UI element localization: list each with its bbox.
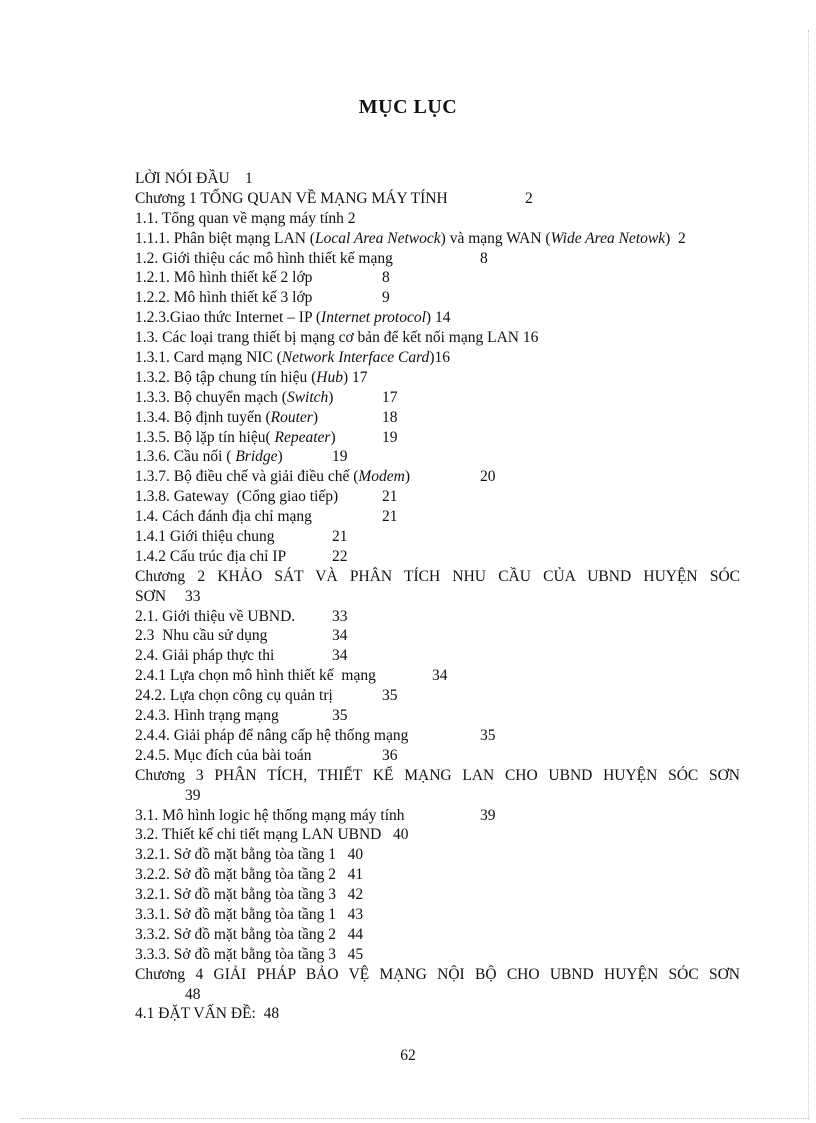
toc-entry: 3.3.3. Sở đồ mặt bằng tòa tầng 3 45: [135, 945, 364, 963]
toc-entry: 3.3.1. Sở đồ mặt bằng tòa tầng 1 43: [135, 905, 364, 923]
page-border-bottom: [20, 1118, 810, 1119]
toc-entry-italic: Network Interface Card: [281, 349, 430, 367]
page-title: MỤC LỤC: [358, 96, 458, 118]
toc-entry: [135, 348, 740, 368]
toc-entry-text: 1.1.1. Phân biệt mạng LAN (: [135, 229, 315, 247]
toc-entry: [135, 229, 740, 249]
toc-entry-text: )16: [429, 349, 450, 367]
toc-entry: 2.3 Nhu cầu sử dụng 34: [135, 627, 348, 645]
toc-entry: Chương 3 PHÂN TÍCH, THIẾT KẾ MẠNG LAN CHO UBND HUYỆN SÓC SƠN: [135, 766, 740, 784]
toc-entry-text: ) 18: [312, 408, 398, 426]
page-border-right: [808, 30, 809, 1120]
toc-entry-text: 1.3.3. Bộ chuyển mạch (: [135, 388, 287, 406]
toc-entry-italic: Switch: [286, 388, 329, 406]
page-number: 62: [400, 1047, 416, 1064]
toc-entry-italic: Wide Area Netowk: [550, 229, 666, 247]
toc-entry: 2.4.5. Mục đích của bài toán 36: [135, 746, 398, 764]
toc-entry: 1.2. Giới thiệu các mô hình thiết kế mạng 8: [135, 249, 488, 267]
toc-entry-text: 1.3.6. Cầu nối (: [135, 448, 236, 466]
toc-entry-text: 1.3.2. Bộ tập chung tín hiệu (: [135, 368, 317, 386]
toc-entry: [135, 388, 740, 408]
toc-entry: 3.1. Mô hình logic hệ thống mạng máy tính 39: [135, 806, 496, 824]
toc-entry: 3.3.2. Sở đồ mặt bằng tòa tầng 2 44: [135, 925, 364, 943]
toc-entry: 1.4.1 Giới thiệu chung 21: [135, 528, 348, 546]
toc-entry: 2.4.4. Giải pháp để nâng cấp hệ thống mạng 35: [135, 726, 496, 744]
toc-entry: 3.2.2. Sở đồ mặt bằng tòa tầng 2 41: [135, 866, 364, 884]
toc-entry: 1.4. Cách đánh địa chỉ mạng 21: [135, 508, 398, 526]
toc-entry: LỜI NÓI ĐẦU 1: [135, 170, 253, 187]
toc-entry: 2.4.3. Hình trạng mạng 35: [135, 707, 348, 725]
toc-entry: Chương 1 TỔNG QUAN VỀ MẠNG MÁY TÍNH 2: [135, 189, 533, 207]
toc-entry-italic: Repeater: [274, 428, 331, 446]
toc-entry: [135, 368, 740, 388]
toc-entry: 39: [185, 786, 201, 804]
toc-entry-text: ) và mạng WAN (: [440, 229, 551, 247]
toc-entry-text: ) 14: [425, 309, 451, 327]
toc-entry-text: ) 19: [330, 428, 398, 446]
toc-entry: [135, 467, 740, 487]
toc-entry: 1.2.2. Mô hình thiết kế 3 lớp 9: [135, 289, 390, 307]
toc-entry-text: 1.3.7. Bộ điều chế và giải điều chế (: [135, 468, 359, 486]
toc-entry: 3.2.1. Sở đồ mặt bằng tòa tầng 1 40: [135, 846, 364, 864]
table-of-contents: [135, 169, 740, 1024]
toc-entry-italic: Internet protocol: [321, 309, 426, 327]
toc-entry: 24.2. Lựa chọn công cụ quản trị 35: [135, 687, 398, 705]
toc-entry: 3.2.1. Sở đồ mặt bằng tòa tầng 3 42: [135, 886, 364, 904]
toc-entry: 1.4.2 Cấu trúc địa chỉ IP 22: [135, 547, 348, 565]
toc-entry-italic: Router: [270, 408, 313, 426]
toc-entry: SƠN 33: [135, 587, 201, 605]
toc-entry-italic: Hub: [316, 368, 343, 386]
toc-entry-text: ) 2: [665, 229, 686, 247]
toc-entry-italic: Local Area Netwock: [314, 229, 441, 247]
toc-entry: 1.2.1. Mô hình thiết kế 2 lớp 8: [135, 269, 390, 287]
toc-entry: [135, 447, 740, 467]
toc-entry-italic: Modem: [358, 468, 405, 486]
toc-entry: 1.1. Tổng quan về mạng máy tính 2: [135, 209, 356, 227]
toc-entry-text: 1.3.5. Bộ lặp tín hiệu(: [135, 428, 275, 446]
toc-entry: 3.2. Thiết kế chi tiết mạng LAN UBND 40: [135, 826, 409, 844]
toc-entry-text: ) 17: [328, 388, 398, 406]
toc-entry-text: ) 17: [342, 368, 368, 386]
toc-entry: Chương 2 KHẢO SÁT VÀ PHÂN TÍCH NHU CẦU CỦA UBND HUYỆN SÓC: [135, 567, 740, 585]
toc-entry: 1.3. Các loại trang thiết bị mạng cơ bản để kết nối mạng LAN 16: [135, 329, 539, 347]
toc-entry: 1.3.8. Gateway (Cổng giao tiếp) 21: [135, 488, 398, 506]
toc-entry: 4.1 ĐẶT VẤN ĐỀ: 48: [135, 1005, 280, 1023]
toc-entry-italic: Bridge: [235, 448, 278, 466]
toc-entry-text: 1.3.1. Card mạng NIC (: [135, 349, 282, 367]
toc-entry: 2.4.1 Lựa chọn mô hình thiết kế mạng 34: [135, 667, 448, 685]
toc-entry-text: ) 20: [404, 468, 496, 486]
toc-entry: 2.4. Giải pháp thực thi 34: [135, 647, 348, 665]
toc-entry: 2.1. Giới thiệu về UBND. 33: [135, 607, 348, 625]
toc-entry-text: ) 19: [277, 448, 348, 466]
toc-entry: [135, 408, 740, 428]
toc-entry-text: 1.2.3.Giao thức Internet – IP (: [135, 309, 322, 327]
toc-entry: 48: [185, 985, 201, 1003]
toc-entry: Chương 4 GIẢI PHÁP BẢO VỆ MẠNG NỘI BỘ CHO UBND HUYỆN SÓC SƠN: [135, 965, 740, 983]
toc-entry: [135, 428, 740, 448]
toc-entry-text: 1.3.4. Bộ định tuyến (: [135, 408, 271, 426]
toc-entry: [135, 308, 740, 328]
